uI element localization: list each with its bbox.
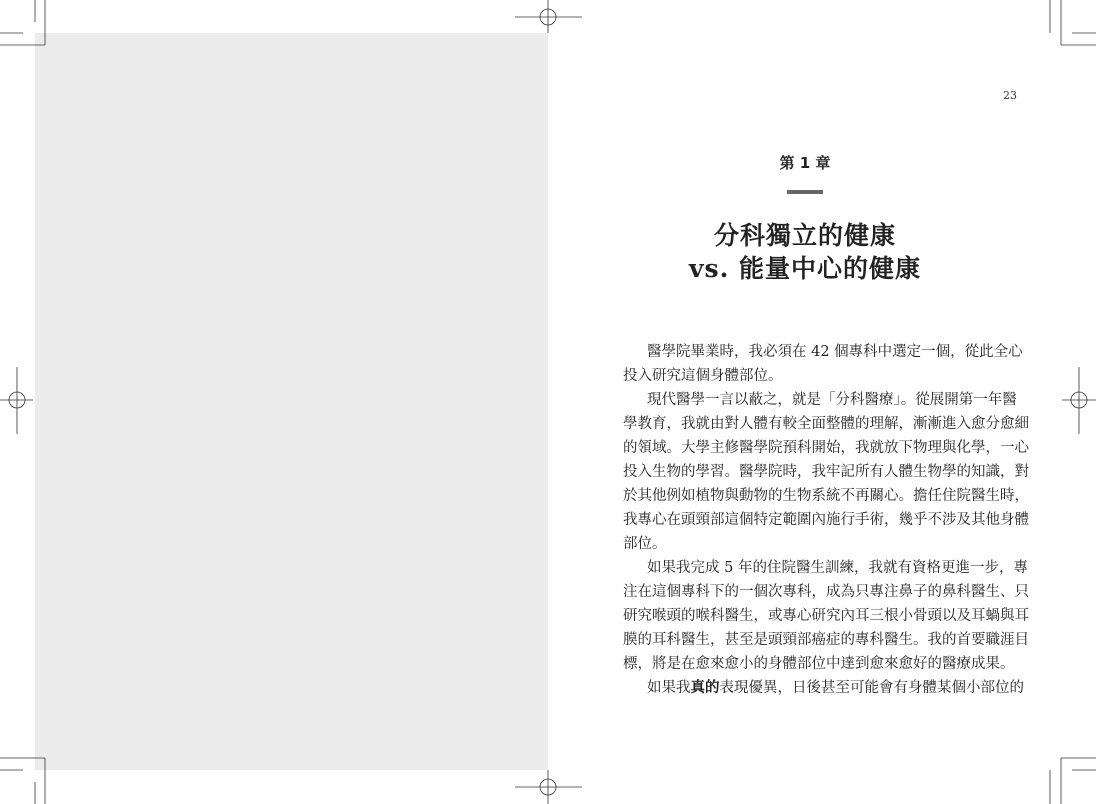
text-line: 標，將是在愈來愈小的身體部位中達到愈來愈好的醫療成果。: [623, 656, 1015, 672]
text-segment: 表現優異，日後甚至可能會有身體某個小部位的: [719, 680, 1024, 696]
text-line: [623, 676, 1024, 700]
emphasized-text: 真的: [690, 679, 720, 696]
chapter-divider: [787, 190, 823, 194]
text-line: 如果我完成 5 年的住院醫生訓練，我就有資格更進一步，專: [647, 560, 1028, 576]
registration-mark-left: [0, 367, 33, 434]
registration-mark-bottom: [515, 770, 582, 804]
text-line: 醫學院畢業時，我必須在 42 個專科中選定一個，從此全心: [647, 344, 1023, 360]
text-line: 於其他例如植物與動物的生物系統不再關心。擔任住院醫生時，: [623, 488, 1029, 504]
registration-mark-right: [1062, 367, 1096, 434]
text-segment: 如果我: [647, 680, 691, 696]
registration-mark-top: [515, 0, 582, 33]
text-line: 投入研究這個身體部位。: [623, 368, 783, 384]
chapter-label: 第 1 章: [779, 154, 831, 172]
text-line: 研究喉頭的喉科醫生，或專心研究內耳三根小骨頭以及耳蝸與耳: [623, 608, 1029, 624]
corner-mark-top-right: [1050, 0, 1096, 45]
corner-mark-bottom-right: [1050, 758, 1096, 804]
corner-mark-top-left: [0, 0, 45, 45]
text-line: 注在這個專科下的一個次專科，成為只專注鼻子的鼻科醫生、只: [623, 584, 1029, 600]
body-text: [623, 340, 1029, 700]
text-line: 投入生物的學習。醫學院時，我牢記所有人體生物學的知識，對: [623, 464, 1029, 480]
page-number: 23: [1003, 89, 1017, 102]
corner-mark-bottom-left: [0, 758, 45, 804]
text-line: 膜的耳科醫生，甚至是頭頸部癌症的專科醫生。我的首要職涯目: [623, 632, 1029, 648]
text-line: 部位。: [623, 536, 667, 552]
chapter-title-line-1: 分科獨立的健康: [713, 221, 896, 250]
chapter-title-line-2: vs. 能量中心的健康: [688, 254, 921, 283]
text-line: 現代醫學一言以蔽之，就是「分科醫療」。從展開第一年醫: [647, 392, 1017, 408]
text-line: 學教育，我就由對人體有較全面整體的理解，漸漸進入愈分愈細: [623, 416, 1029, 432]
text-line: 我專心在頭頸部這個特定範圍內施行手術，幾乎不涉及其他身體: [623, 512, 1029, 528]
text-line: 的領域。大學主修醫學院預科開始，我就放下物理與化學，一心: [623, 440, 1029, 456]
